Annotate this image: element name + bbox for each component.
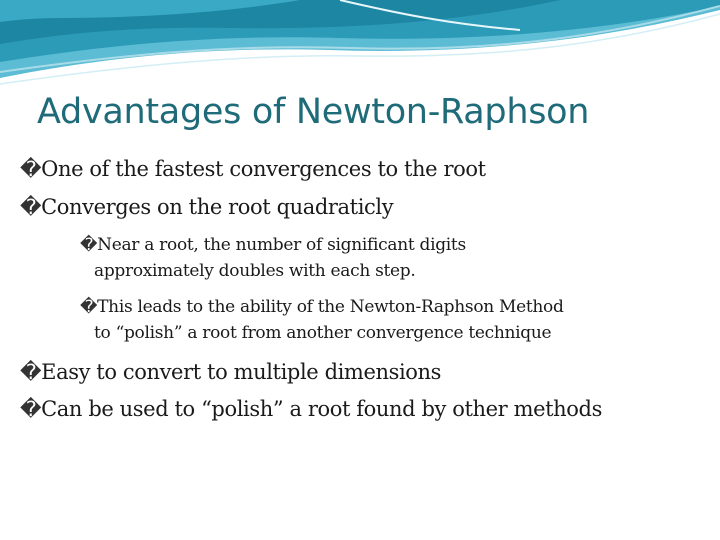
bullet-marker-icon: � bbox=[20, 157, 42, 181]
sub-bullet-text-line2: approximately doubles with each step. bbox=[94, 261, 416, 281]
bullet-marker-icon: � bbox=[20, 397, 42, 421]
sub-bullet-text-line2: to “polish” a root from another convergence technique bbox=[94, 323, 552, 343]
bullet-item bbox=[20, 360, 441, 384]
bullet-text: Converges on the root quadraticly bbox=[41, 195, 394, 219]
bullet-item bbox=[20, 397, 602, 421]
bullet-text: Easy to convert to multiple dimensions bbox=[41, 360, 442, 384]
bullet-text: Can be used to “polish” a root found by other methods bbox=[41, 397, 602, 421]
bullet-marker-icon: � bbox=[20, 195, 42, 219]
sub-bullet-text-line1: Near a root, the number of significant digits bbox=[97, 235, 466, 255]
bullet-marker-icon: � bbox=[80, 235, 98, 255]
sub-bullet-item bbox=[80, 232, 466, 284]
bullet-item bbox=[20, 195, 393, 219]
bullet-marker-icon: � bbox=[20, 360, 42, 384]
bullet-text: One of the fastest convergences to the root bbox=[41, 157, 486, 181]
slide-title: Advantages of Newton-Raphson bbox=[37, 92, 590, 132]
sub-bullet-text-line1: This leads to the ability of the Newton-Raphson Method bbox=[97, 297, 564, 317]
bullet-marker-icon: � bbox=[80, 297, 98, 317]
bullet-item bbox=[20, 157, 486, 181]
sub-bullet-item bbox=[80, 294, 564, 346]
